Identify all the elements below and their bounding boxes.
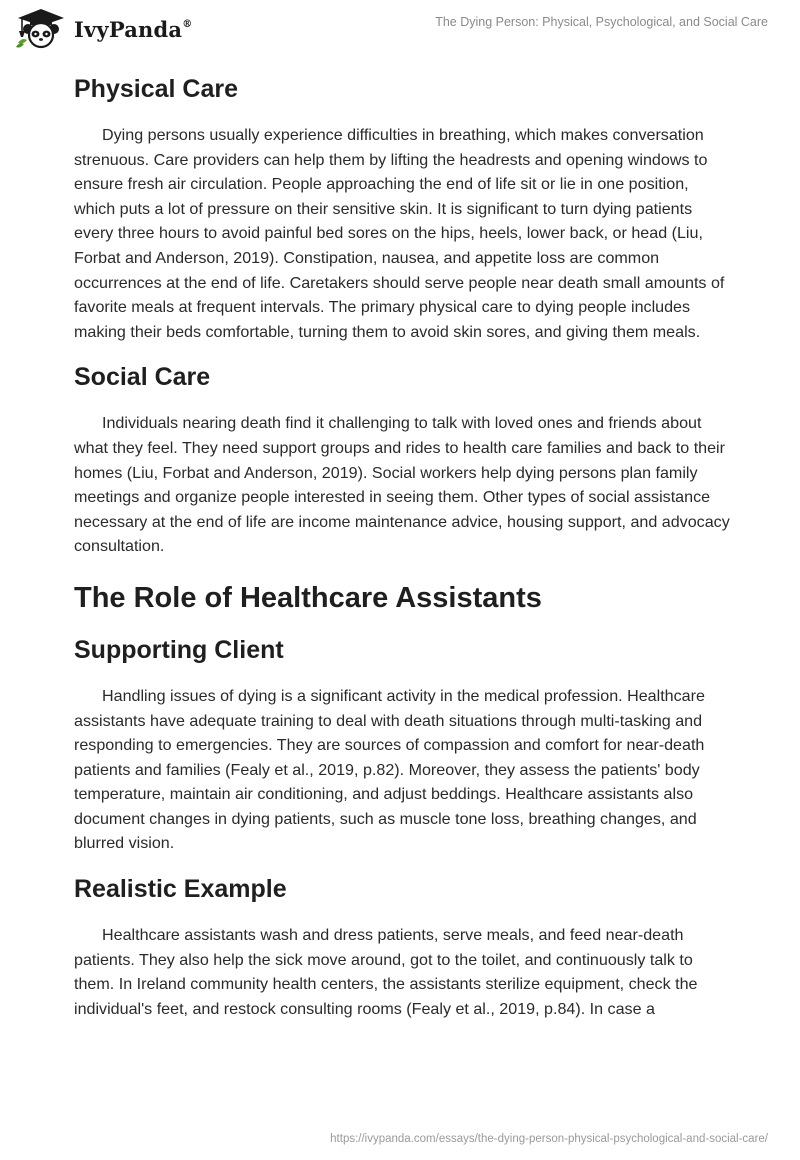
paragraph-social-care: Individuals nearing death find it challenging to talk with loved ones and friends about what they feel. They need support groups and rides to health care families and back to their homes (Liu, Forbat and Anderson, 2019). Social workers help dying persons plan family meetings and organize people interested in seeing them. Other types of social assistance necessary at the end of life are income maintenance advice, housing support, and advocacy consultation. <box>74 414 730 556</box>
source-url-link[interactable]: https://ivypanda.com/essays/the-dying-person-physical-psychological-and-social-care/ <box>330 1133 768 1145</box>
page-header <box>0 0 800 60</box>
heading-social-care: Social Care <box>74 363 211 392</box>
heading-physical-care: Physical Care <box>74 75 238 103</box>
brand-name-text: IvyPanda <box>74 16 183 42</box>
heading-role-of-healthcare-assistants: The Role of Healthcare Assistants <box>74 581 542 614</box>
heading-supporting-client: Supporting Client <box>74 635 284 664</box>
paragraph-supporting-client: Handling issues of dying is a significant activity in the medical profession. Healthcare assistants have adequate training to deal with death situations through multi-tasking and responding to emergencies. They are sources of compassion and comfort for near-death patients and families (Fealy et al., 2019, p.82). Moreover, they assess the patients' body temperature, maintain air conditioning, and adjust beddings. Healthcare assistants also document changes in dying patients, such as muscle tone loss, breathing changes, and blurred vision. <box>74 686 705 853</box>
brand-logo[interactable] <box>14 7 192 49</box>
document-title: The Dying Person: Physical, Psychological, and Social Care <box>435 15 768 29</box>
heading-realistic-example: Realistic Example <box>74 875 287 904</box>
brand-name <box>74 17 192 42</box>
paragraph-physical-care: Dying persons usually experience difficulties in breathing, which makes conversation strenuous. Care providers can help them by lifting the headrests and opening windows to ensure fresh air circulation. People approaching the end of life sit or lie in one position, which puts a lot of pressure on their sensitive skin. It is significant to turn dying patients every three hours to avoid painful bed sores on the hips, heels, lower back, or head (Liu, Forbat and Anderson, 2019). Constipation, nausea, and appetite loss are common occurrences at the end of life. Caretakers should serve people near death small amounts of favorite meals at frequent intervals. The primary physical care to dying people includes making their beds comfortable, turning them to avoid skin sores, and giving them meals. <box>74 126 725 341</box>
registered-mark: ® <box>182 18 193 30</box>
paragraph-realistic-example: Healthcare assistants wash and dress patients, serve meals, and feed near-death patients. They also help the sick move around, got to the toilet, and continuously talk to them. In Ireland community health centers, the assistants sterilize equipment, check the individual's feet, and restock consulting rooms (Fealy et al., 2019, p.84). In case a <box>74 926 698 1018</box>
essay-content <box>74 70 734 1021</box>
panda-graduate-icon <box>14 7 68 49</box>
